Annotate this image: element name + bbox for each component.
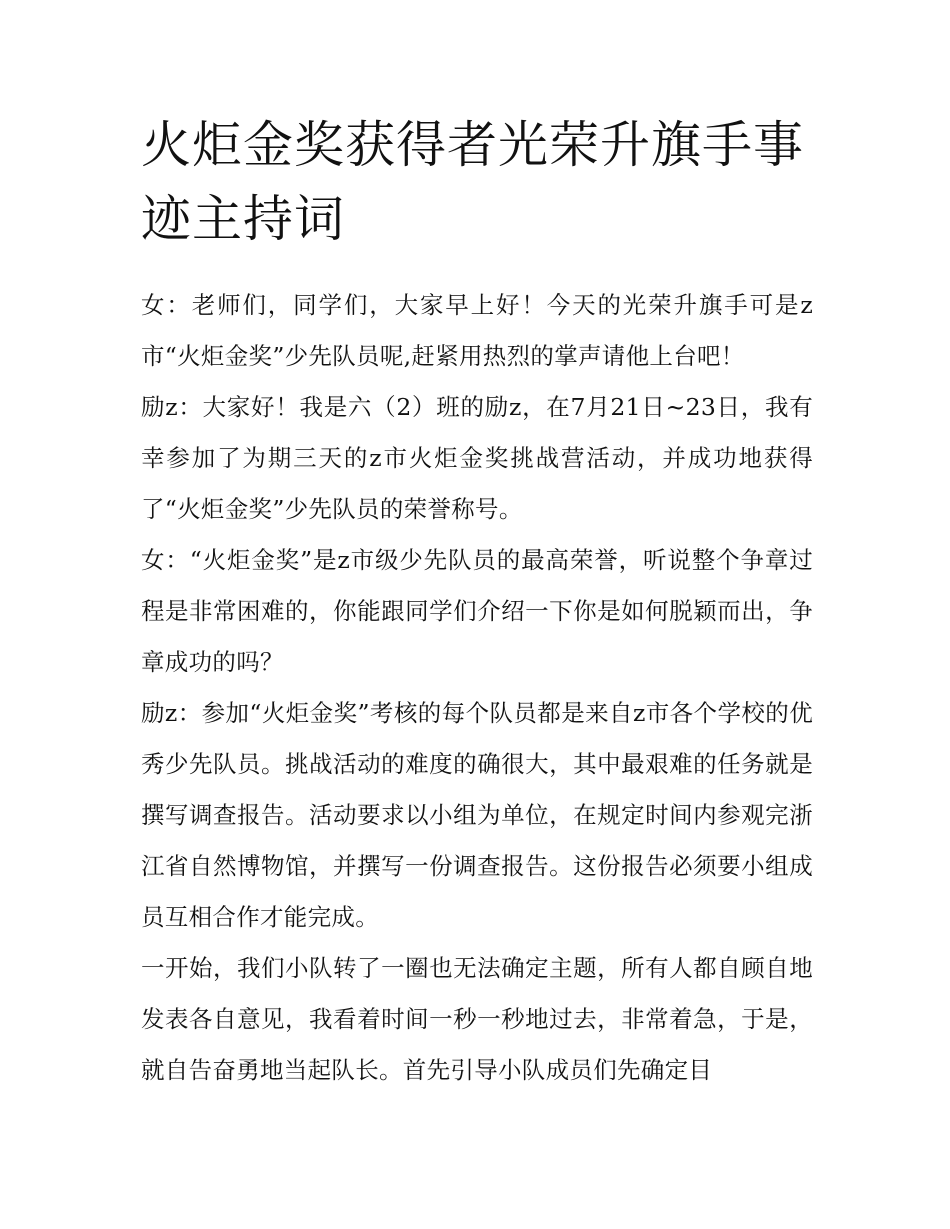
paragraph-host-question: 女：“火炬金奖”是z市级少先队员的最高荣誉，听说整个争章过程是非常困难的，你能跟同学们介绍一下你是如何脱颖而出，争章成功的吗？ xyxy=(141,546,813,676)
document-page xyxy=(141,108,813,1096)
paragraph-guest-answer: 励z：参加“火炬金奖”考核的每个队员都是来自z市各个学校的优秀少先队员。挑战活动的难度的确很大，其中最艰难的任务就是撰写调查报告。活动要求以小组为单位，在规定时间内参观完浙江省自然博物馆，并撰写一份调查报告。这份报告必须要小组成员互相合作才能完成。 xyxy=(141,699,813,931)
paragraph-guest-story: 一开始，我们小队转了一圈也无法确定主题，所有人都自顾自地发表各自意见，我看着时间一秒一秒地过去，非常着急，于是，就自告奋勇地当起队长。首先引导小队成员们先确定目 xyxy=(141,954,813,1084)
paragraph-host-intro: 女：老师们，同学们，大家早上好！今天的光荣升旗手可是z市“火炬金奖”少先队员呢,赶紧用热烈的掌声请他上台吧！ xyxy=(141,291,813,370)
document-body xyxy=(141,280,813,1096)
paragraph-guest-intro: 励z：大家好！我是六（2）班的励z，在7月21日~23日，我有幸参加了为期三天的z市火炬金奖挑战营活动，并成功地获得了“火炬金奖”少先队员的荣誉称号。 xyxy=(141,393,813,523)
document-title: 火炬金奖获得者光荣升旗手事迹主持词 xyxy=(141,116,804,248)
